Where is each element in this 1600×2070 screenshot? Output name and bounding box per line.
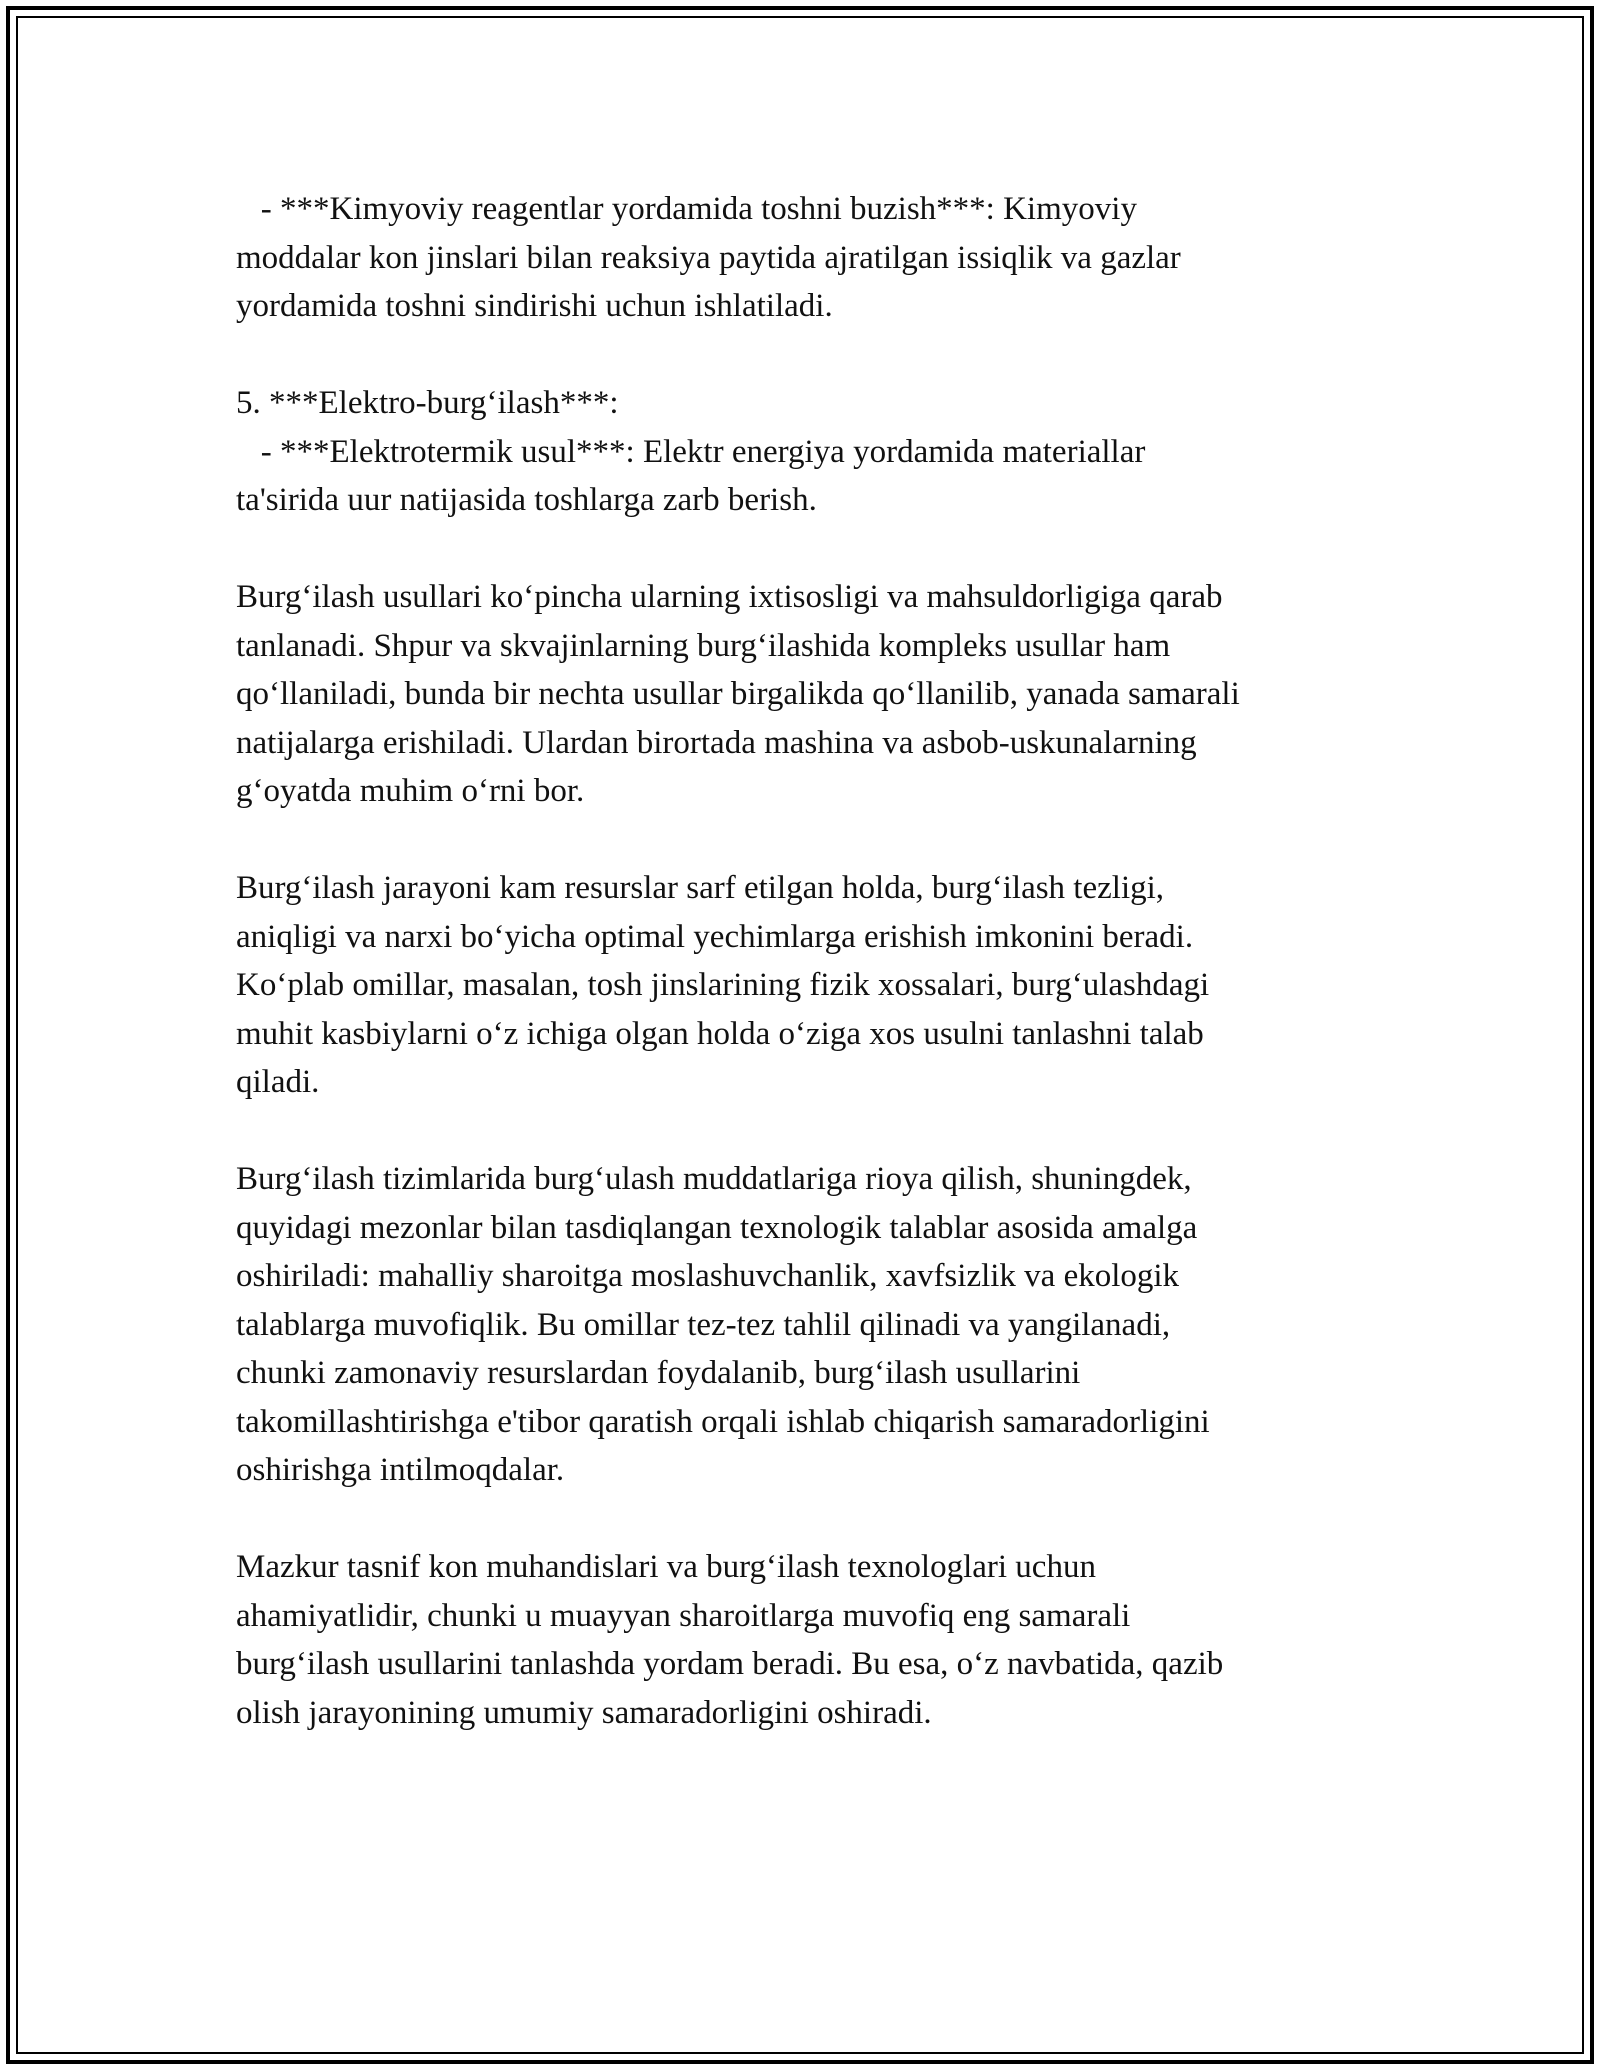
paragraph-drilling-systems	[236, 1155, 1366, 1495]
text-line: talablarga muvofiqlik. Bu omillar tez-tez tahlil qilinadi va yangilanadi,	[236, 1306, 1171, 1343]
text-line: yordamida toshni sindirishi uchun ishlatiladi.	[236, 288, 833, 324]
paragraph-drilling-methods	[236, 573, 1366, 816]
text-line: aniqligi va narxi bo‘yicha optimal yechimlarga erishish imkonini beradi.	[236, 918, 1194, 955]
paragraph-conclusion	[236, 1543, 1366, 1737]
text-line: Mazkur tasnif kon muhandislari va burg‘ilash texnologlari uchun	[236, 1549, 1096, 1585]
text-line: muhit kasbiylarni o‘z ichiga olgan holda o‘ziga xos usulni tanlashni talab	[236, 1015, 1204, 1052]
section-heading: 5. ***Elektro-burg‘ilash***:	[236, 385, 619, 421]
text-line: oshirishga intilmoqdalar.	[236, 1452, 565, 1488]
text-line: - ***Elektrotermik usul***: Elektr energiya yordamida materiallar	[236, 433, 1146, 470]
text-line: qo‘llaniladi, bunda bir nechta usullar birgalikda qo‘llanilib, yanada samarali	[236, 676, 1240, 712]
text-line: olish jarayonining umumiy samaradorligini oshiradi.	[236, 1694, 932, 1731]
paragraph-chemical-reagents	[236, 185, 1366, 331]
document-body	[236, 185, 1366, 1786]
text-line: burg‘ilash usullarini tanlashda yordam beradi. Bu esa, o‘z navbatida, qazib	[236, 1646, 1224, 1682]
text-line: qiladi.	[236, 1064, 320, 1100]
text-line: Burg‘ilash tizimlarida burg‘ulash muddatlariga rioya qilish, shuningdek,	[236, 1161, 1192, 1197]
text-line: quyidagi mezonlar bilan tasdiqlangan texnologik talablar asosida amalga	[236, 1209, 1198, 1246]
text-line: tanlanadi. Shpur va skvajinlarning burg‘ilashida kompleks usullar ham	[236, 627, 1171, 664]
text-line: ta'sirida uur natijasida toshlarga zarb berish.	[236, 482, 817, 518]
text-line: chunki zamonaviy resurslardan foydalanib, burg‘ilash usullarini	[236, 1355, 1081, 1391]
text-line: moddalar kon jinslari bilan reaksiya paytida ajratilgan issiqlik va gazlar	[236, 239, 1181, 276]
text-line: Burg‘ilash usullari ko‘pincha ularning ixtisosligi va mahsuldorligiga qarab	[236, 579, 1223, 615]
text-line: oshiriladi: mahalliy sharoitga moslashuvchanlik, xavfsizlik va ekologik	[236, 1258, 1180, 1294]
text-line: Ko‘plab omillar, masalan, tosh jinslarining fizik xossalari, burg‘ulashdagi	[236, 967, 1210, 1003]
paragraph-electro-drilling	[236, 379, 1366, 525]
paragraph-drilling-process	[236, 864, 1366, 1107]
text-line: ahamiyatlidir, chunki u muayyan sharoitlarga muvofiq eng samarali	[236, 1597, 1131, 1634]
text-line: natijalarga erishiladi. Ulardan birortada mashina va asbob-uskunalarning	[236, 724, 1197, 761]
text-line: takomillashtirishga e'tibor qaratish orqali ishlab chiqarish samaradorligini	[236, 1403, 1210, 1440]
text-line: - ***Kimyoviy reagentlar yordamida toshni buzish***: Kimyoviy	[236, 191, 1137, 227]
text-line: g‘oyatda muhim o‘rni bor.	[236, 773, 585, 809]
text-line: Burg‘ilash jarayoni kam resurslar sarf etilgan holda, burg‘ilash tezligi,	[236, 870, 1165, 906]
